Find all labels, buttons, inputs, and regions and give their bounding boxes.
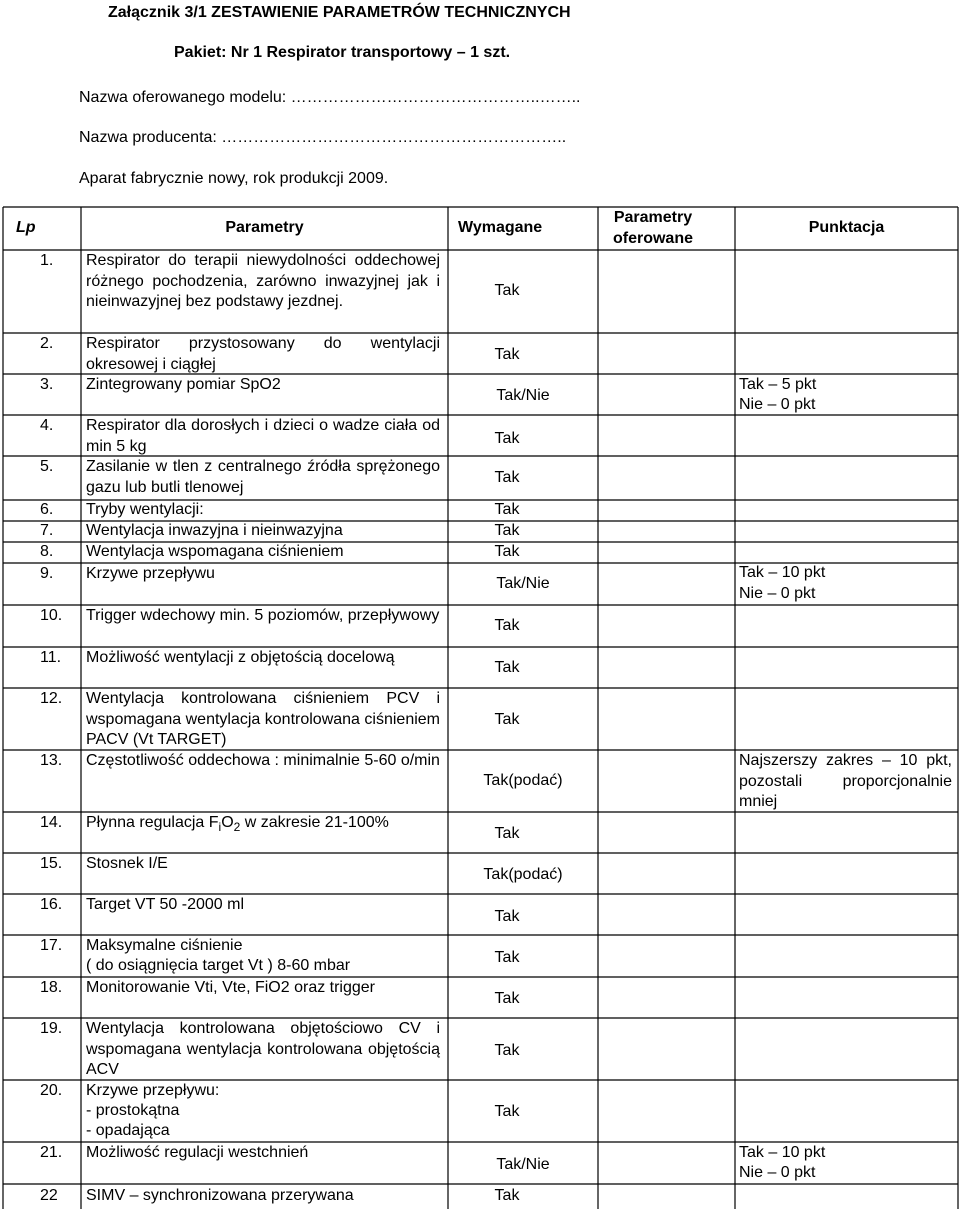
- row-16-req: Tak: [494, 908, 520, 925]
- row-6-req: Tak: [494, 501, 520, 518]
- row-21-lp: 21.: [40, 1144, 63, 1161]
- row-14-param-sub-i: i: [218, 820, 222, 835]
- row-22-param: SIMV – synchronizowana przerywana: [86, 1187, 354, 1204]
- column-header-lp: Lp: [16, 219, 36, 236]
- column-header-oferowane-line2: oferowane: [612, 229, 693, 247]
- row-3-req: Tak/Nie: [496, 387, 550, 404]
- row-14-param-sub-2: 2: [233, 820, 241, 835]
- row-20-lp: 20.: [40, 1082, 63, 1099]
- row-15-param: Stosnek I/E: [86, 855, 168, 872]
- row-7-req: Tak: [494, 522, 520, 539]
- row-11-req: Tak: [494, 659, 520, 676]
- column-header-oferowane: [598, 208, 708, 249]
- row-14-param-c: w zakresie 21-100%: [240, 814, 389, 831]
- row-2-lp: 2.: [40, 335, 54, 352]
- row-22-req: Tak: [494, 1187, 520, 1204]
- row-14-param-b: O: [221, 814, 234, 831]
- row-12-param: Wentylacja kontrolowana ciśnieniem PCV i wspomagana wentylacja kontrolowana ciśnieniem PACV (Vt TARGET): [86, 690, 440, 748]
- row-7-param: Wentylacja inwazyjna i nieinwazyjna: [86, 522, 343, 539]
- row-17-req: Tak: [494, 949, 520, 966]
- producer-name-line: Nazwa producenta: ………………………………………………………..: [79, 129, 567, 146]
- row-10-lp: 10.: [40, 607, 63, 624]
- row-12-lp: 12.: [40, 690, 63, 707]
- document-title: Załącznik 3/1 ZESTAWIENIE PARAMETRÓW TECHNICZNYCH: [108, 4, 571, 21]
- row-21-req: Tak/Nie: [496, 1156, 550, 1173]
- column-header-punktacja: Punktacja: [808, 219, 885, 236]
- row-7-lp: 7.: [40, 522, 54, 539]
- row-17-lp: 17.: [40, 937, 63, 954]
- row-20-param-line3: - opadająca: [86, 1122, 170, 1139]
- package-line: Pakiet: Nr 1 Respirator transportowy – 1 szt.: [174, 44, 511, 61]
- row-4-param: Respirator dla dorosłych i dzieci o wadze ciała od min 5 kg: [86, 417, 440, 455]
- row-3-param: Zintegrowany pomiar SpO2: [86, 376, 281, 393]
- row-1-req: Tak: [494, 282, 520, 299]
- row-22-lp: 22: [40, 1187, 58, 1204]
- row-3-score-no: Nie – 0 pkt: [739, 396, 816, 413]
- row-6-param: Tryby wentylacji:: [86, 501, 204, 518]
- row-9-lp: 9.: [40, 565, 54, 582]
- row-8-param: Wentylacja wspomagana ciśnieniem: [86, 543, 344, 560]
- row-5-lp: 5.: [40, 458, 54, 475]
- row-12-req: Tak: [494, 711, 520, 728]
- row-19-lp: 19.: [40, 1020, 63, 1037]
- row-11-lp: 11.: [40, 649, 62, 666]
- row-3-score-yes: Tak – 5 pkt: [739, 376, 817, 393]
- row-14-req: Tak: [494, 825, 520, 842]
- row-5-req: Tak: [494, 469, 520, 486]
- row-16-lp: 16.: [40, 896, 63, 913]
- row-10-param: Trigger wdechowy min. 5 poziomów, przepływowy: [86, 607, 440, 624]
- row-9-param: Krzywe przepływu: [86, 565, 215, 582]
- row-8-req: Tak: [494, 543, 520, 560]
- row-4-req: Tak: [494, 430, 520, 447]
- row-13-score: Najszerszy zakres – 10 pkt, pozostali proporcjonalnie mniej: [739, 752, 952, 810]
- row-18-lp: 18.: [40, 979, 63, 996]
- row-17-param-line2: ( do osiągnięcia target Vt ) 8-60 mbar: [86, 957, 351, 974]
- row-17-param-line1: Maksymalne ciśnienie: [86, 937, 243, 954]
- row-13-lp: 13.: [40, 752, 63, 769]
- row-5-param: Zasilanie w tlen z centralnego źródła sprężonego gazu lub butli tlenowej: [86, 458, 440, 496]
- column-header-wymagane: Wymagane: [458, 219, 543, 236]
- row-13-param: Częstotliwość oddechowa : minimalnie 5-60 o/min: [86, 752, 440, 769]
- row-2-req: Tak: [494, 346, 520, 363]
- row-9-score-no: Nie – 0 pkt: [739, 585, 816, 602]
- row-18-req: Tak: [494, 990, 520, 1007]
- row-10-req: Tak: [494, 617, 520, 634]
- row-21-score-no: Nie – 0 pkt: [739, 1164, 816, 1181]
- row-14-lp: 14.: [40, 814, 63, 831]
- row-8-lp: 8.: [40, 543, 54, 560]
- row-21-param: Możliwość regulacji westchnień: [86, 1144, 309, 1161]
- row-3-lp: 3.: [40, 376, 54, 393]
- row-20-param-line2: - prostokątna: [86, 1102, 180, 1119]
- row-20-req: Tak: [494, 1103, 520, 1120]
- row-14-param: [86, 813, 440, 838]
- row-18-param: Monitorowanie Vti, Vte, FiO2 oraz trigger: [86, 979, 376, 996]
- row-11-param: Możliwość wentylacji z objętością docelową: [86, 649, 395, 666]
- row-1-lp: 1.: [40, 252, 54, 269]
- column-header-parametry: Parametry: [225, 219, 304, 236]
- row-15-lp: 15.: [40, 855, 63, 872]
- manufacture-line: Aparat fabrycznie nowy, rok produkcji 2009.: [79, 170, 389, 187]
- row-9-req: Tak/Nie: [496, 575, 550, 592]
- model-name-line: Nazwa oferowanego modelu: ………………………………………..……..: [79, 89, 581, 106]
- column-header-oferowane-line1: Parametry: [613, 209, 693, 226]
- row-13-req: Tak(podać): [483, 772, 563, 789]
- row-19-req: Tak: [494, 1042, 520, 1059]
- row-16-param: Target VT 50 -2000 ml: [86, 896, 245, 913]
- row-14-param-a: Płynna regulacja F: [86, 814, 219, 831]
- row-6-lp: 6.: [40, 501, 54, 518]
- row-2-param: Respirator przystosowany do wentylacji okresowej i ciągłej: [86, 335, 440, 373]
- row-20-param-line1: Krzywe przepływu:: [86, 1082, 220, 1099]
- row-1-param: Respirator do terapii niewydolności oddechowej różnego pochodzenia, zarówno inwazyjnej jak i nieinwazyjnej bez podstawy jezdnej.: [86, 252, 440, 310]
- row-19-param: Wentylacja kontrolowana objętościowo CV i wspomagana wentylacja kontrolowana objętością ACV: [86, 1020, 440, 1078]
- row-9-score-yes: Tak – 10 pkt: [739, 564, 826, 581]
- row-4-lp: 4.: [40, 417, 54, 434]
- row-21-score-yes: Tak – 10 pkt: [739, 1144, 826, 1161]
- row-15-req: Tak(podać): [483, 866, 563, 883]
